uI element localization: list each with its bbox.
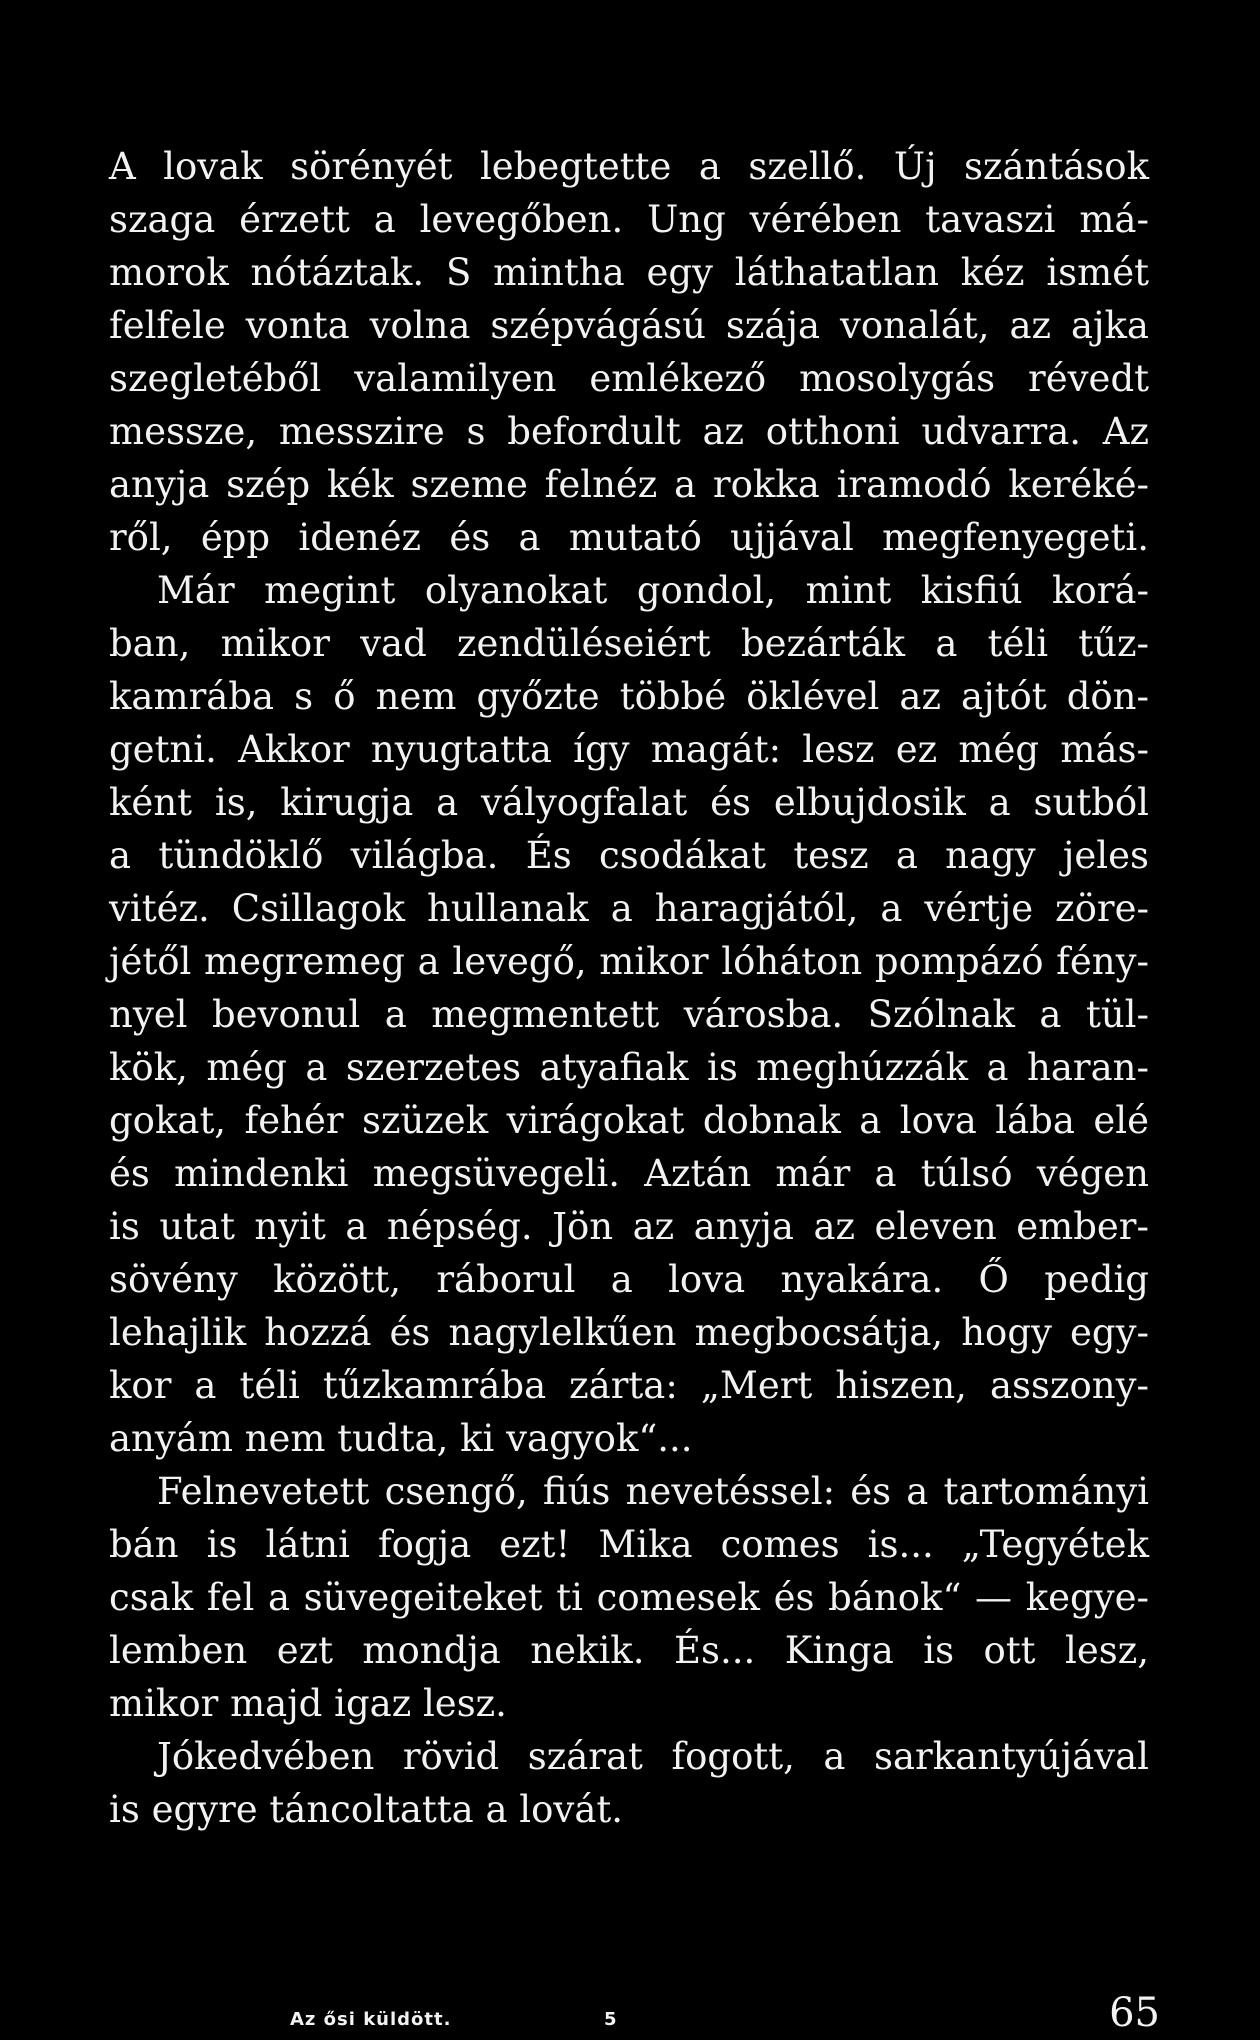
text-line: is egyre táncoltatta a lovát. bbox=[109, 1788, 624, 1831]
text-line: bán is látni fogja ezt! Mika comes is... „Tegyétek bbox=[109, 1523, 1149, 1566]
text-line: is utat nyit a népség. Jön az anyja az eleven ember- bbox=[109, 1205, 1149, 1248]
page-footer bbox=[290, 1990, 1160, 2036]
text-line: Már megint olyanokat gondol, mint kisfiú korá- bbox=[157, 569, 1149, 612]
text-line: getni. Akkor nyugtatta így magát: lesz ez még más- bbox=[109, 728, 1149, 771]
text-line: nyel bevonul a megmentett városba. Szólnak a tül- bbox=[109, 993, 1149, 1036]
text-line: vitéz. Csillagok hullanak a haragjától, a vértje zöre- bbox=[109, 887, 1149, 930]
text-line: szegletéből valamilyen emlékező mosolygás révedt bbox=[109, 357, 1149, 400]
text-line: ről, épp idenéz és a mutató ujjával megfenyegeti. bbox=[109, 516, 1149, 559]
text-line: Felnevetett csengő, fiús nevetéssel: és a tartományi bbox=[157, 1470, 1149, 1513]
signature-mark: Az ősi küldött. bbox=[290, 2009, 452, 2030]
text-line: és mindenki megsüvegeli. Aztán már a túlsó végen bbox=[109, 1152, 1149, 1195]
text-line: kök, még a szerzetes atyafiak is meghúzzák a haran- bbox=[109, 1046, 1149, 1089]
text-line: messze, messzire s befordult az otthoni udvarra. Az bbox=[109, 410, 1149, 453]
text-line: gokat, fehér szüzek virágokat dobnak a lova lába elé bbox=[109, 1099, 1149, 1142]
text-line: csak fel a süvegeiteket ti comesek és bánok“ — kegye- bbox=[109, 1576, 1149, 1619]
text-line: lehajlik hozzá és nagylelkűen megbocsátja, hogy egy- bbox=[109, 1311, 1149, 1354]
text-line: mikor majd igaz lesz. bbox=[109, 1682, 507, 1725]
text-line: lemben ezt mondja nekik. És... Kinga is ott lesz, bbox=[109, 1629, 1149, 1672]
text-line: morok nótáztak. S mintha egy láthatatlan kéz ismét bbox=[109, 251, 1149, 294]
text-line: anyám nem tudta, ki vagyok“... bbox=[109, 1417, 693, 1460]
text-line: jétől megremeg a levegő, mikor lóháton pompázó fény- bbox=[109, 940, 1149, 983]
text-line: anyja szép kék szeme felnéz a rokka iramodó keréké- bbox=[109, 463, 1149, 506]
text-line: felfele vonta volna szépvágású szája vonalát, az ajka bbox=[109, 304, 1149, 347]
text-line: ként is, kirugja a vályogfalat és elbujdosik a sutból bbox=[109, 781, 1149, 824]
text-line: kamrába s ő nem győzte többé öklével az ajtót dön- bbox=[109, 675, 1149, 718]
text-line: kor a téli tűzkamrába zárta: „Mert hiszen, asszony- bbox=[109, 1364, 1149, 1407]
text-line: a tündöklő világba. És csodákat tesz a nagy jeles bbox=[109, 834, 1149, 877]
body-text bbox=[109, 140, 1149, 1836]
text-line: Jókedvében rövid szárat fogott, a sarkantyújával bbox=[157, 1735, 1149, 1778]
signature-number: 5 bbox=[604, 2009, 617, 2030]
page-number: 65 bbox=[1109, 1990, 1160, 2036]
text-line: ban, mikor vad zendüléseiért bezárták a téli tűz- bbox=[109, 622, 1149, 665]
text-line: sövény között, ráborul a lova nyakára. Ő pedig bbox=[109, 1258, 1149, 1301]
text-line: szaga érzett a levegőben. Ung vérében tavaszi má- bbox=[109, 198, 1149, 241]
text-line: A lovak sörényét lebegtette a szellő. Új szántások bbox=[109, 145, 1149, 188]
